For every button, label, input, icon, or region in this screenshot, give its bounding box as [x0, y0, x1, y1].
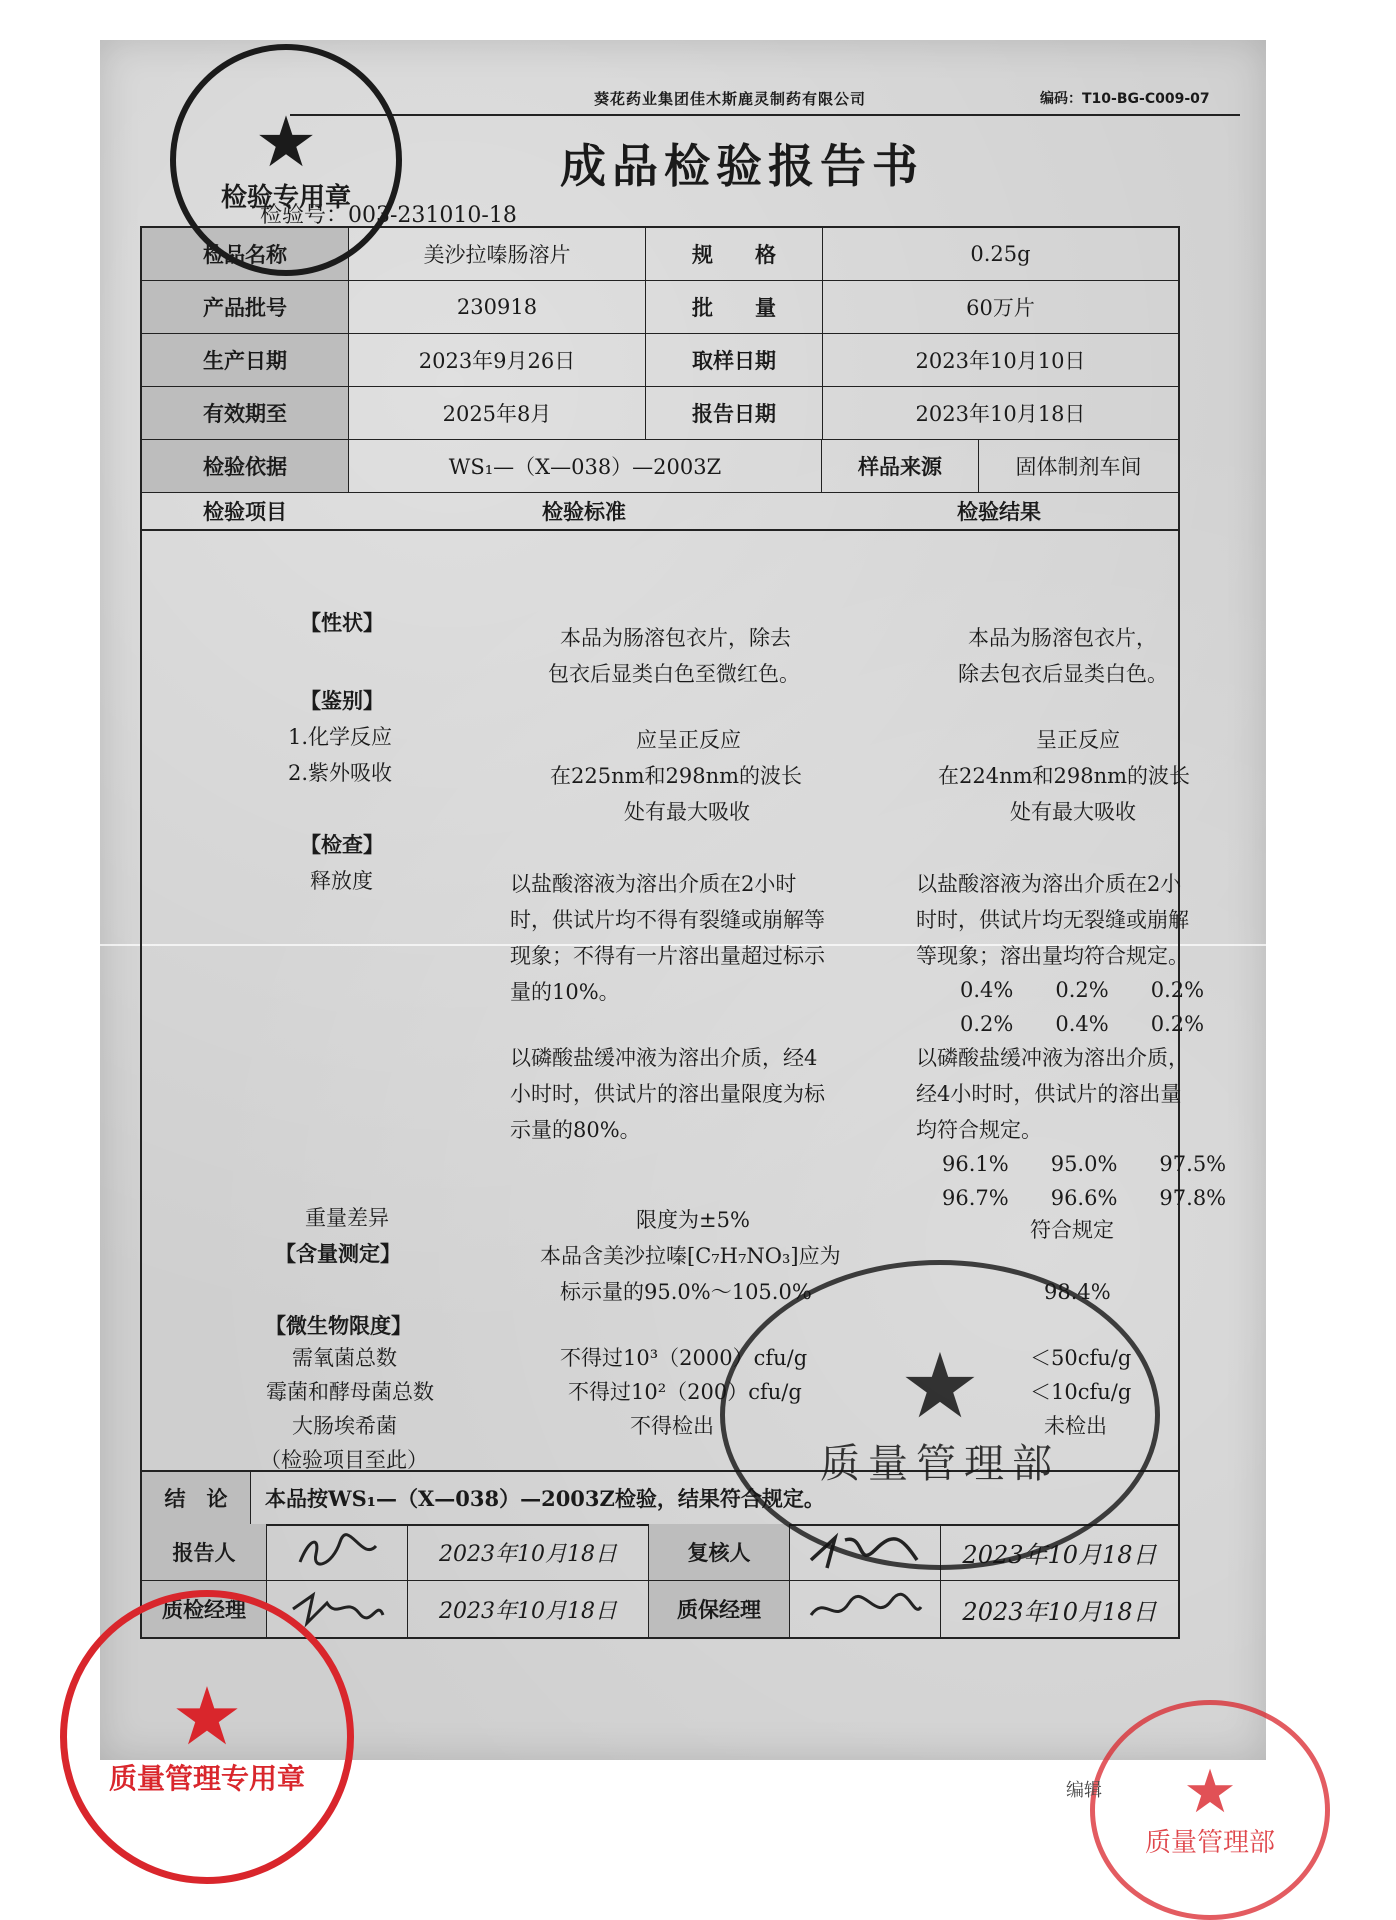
- assay-standard-2: 标示量的95.0%～105.0%: [560, 1280, 812, 1304]
- production-date-value: 2023年9月26日: [349, 334, 646, 386]
- microbial-heading: 【微生物限度】: [265, 1313, 412, 1338]
- conclusion-text: 本品按WS₁—（X—038）—2003Z检验，结果符合规定。: [265, 1486, 825, 1511]
- table-row: [142, 440, 1178, 493]
- appearance-standard-2: 包衣后显类白色至微红色。: [548, 662, 800, 686]
- check-heading: 【检查】: [300, 832, 384, 857]
- header-rule: [290, 114, 1240, 116]
- reporter-signature: [267, 1524, 408, 1580]
- batch-value: 230918: [349, 281, 646, 333]
- certificate-number: 检验号：003-231010-18: [260, 203, 517, 228]
- identification-result-1: 呈正反应: [1036, 728, 1120, 752]
- release-result-buffer-3: 均符合规定。: [916, 1118, 1042, 1142]
- report-date-label: 报告日期: [646, 387, 823, 439]
- weight-variation-label: 重量差异: [305, 1206, 389, 1230]
- release-result-acid-2: 时时，供试片均无裂缝或崩解: [916, 908, 1189, 932]
- table-row: [142, 387, 1178, 440]
- table-row: [142, 281, 1178, 334]
- inspection-stamp: [170, 44, 402, 276]
- reviewer-date: 2023年10月18日: [962, 1540, 1157, 1569]
- qa-manager-signature: [790, 1581, 941, 1637]
- quantity-value: 60万片: [966, 296, 1035, 320]
- document-code: 编码：T10-BG-C009-07: [1040, 91, 1210, 107]
- assay-standard-1: 本品含美沙拉嗪[C₇H₇NO₃]应为: [540, 1244, 841, 1268]
- identification-result-3: 处有最大吸收: [1010, 800, 1136, 824]
- release-result-buffer-values-2: 96.7% 96.6% 97.8%: [942, 1186, 1227, 1210]
- identification-standard-2: 在225nm和298nm的波长: [550, 764, 803, 788]
- quality-department-stamp-label: 质量管理部: [820, 1440, 1060, 1487]
- qa-manager-date: 2023年10月18日: [962, 1597, 1157, 1626]
- quality-dept-seal: [1090, 1700, 1330, 1920]
- microbial-standard-2: 不得过10²（200）cfu/g: [568, 1380, 802, 1404]
- microbial-mold: 霉菌和酵母菌总数: [266, 1380, 434, 1404]
- release-result-acid-values-2: 0.2% 0.4% 0.2%: [960, 1012, 1205, 1036]
- report-title: 成品检验报告书: [560, 139, 924, 193]
- company-name: 葵花药业集团佳木斯鹿灵制药有限公司: [593, 90, 866, 108]
- reporter-date: 2023年10月18日: [408, 1524, 649, 1580]
- microbial-standard-1: 不得过10³（2000）cfu/g: [560, 1346, 808, 1370]
- microbial-result-1: ＜50cfu/g: [1030, 1346, 1132, 1370]
- release-result-acid-3: 等现象；溶出量均符合规定。: [916, 944, 1189, 968]
- spec-label: 规 格: [646, 228, 823, 280]
- release-standard-acid-3: 现象；不得有一片溶出量超过标示: [510, 944, 825, 968]
- seal-star-icon: ★: [171, 1670, 243, 1763]
- appearance-result-1: 本品为肠溶包衣片，: [968, 626, 1157, 650]
- column-header-row: [142, 493, 1178, 529]
- quality-management-seal-label: 质量管理专用章: [108, 1762, 305, 1795]
- batch-label: 产品批号: [142, 281, 349, 333]
- items-end-note: （检验项目至此）: [260, 1448, 428, 1472]
- quality-management-seal: [60, 1590, 354, 1884]
- assay-heading: 【含量测定】: [275, 1241, 401, 1266]
- basis-label: 检验依据: [142, 440, 349, 492]
- reporter-label: 报告人: [142, 1524, 267, 1580]
- appearance-standard-1: 本品为肠溶包衣片，除去: [560, 626, 791, 650]
- quality-dept-seal-label: 质量管理部: [1144, 1827, 1275, 1858]
- column-standard: 检验标准: [542, 499, 626, 524]
- release-result-buffer-2: 经4小时时，供试片的溶出量: [916, 1082, 1182, 1106]
- qc-manager-date: 2023年10月18日: [408, 1581, 649, 1637]
- release-standard-acid-4: 量的10%。: [510, 980, 620, 1004]
- reviewer-label: 复核人: [649, 1524, 790, 1580]
- release-standard-acid-2: 时，供试片均不得有裂缝或崩解等: [510, 908, 825, 932]
- release-standard-buffer-2: 小时时，供试片的溶出量限度为标: [510, 1082, 825, 1106]
- weight-result: 符合规定: [1030, 1218, 1114, 1242]
- production-date-label: 生产日期: [142, 334, 349, 386]
- basis-value: WS₁—（X—038）—2003Z: [349, 440, 822, 492]
- expiry-value: 2025年8月: [349, 387, 646, 439]
- column-item: 检验项目: [203, 499, 287, 524]
- edit-label[interactable]: 编辑: [1066, 1780, 1102, 1801]
- release-result-acid-1: 以盐酸溶液为溶出介质在2小: [916, 872, 1182, 896]
- qa-manager-signature-mark: [805, 1589, 925, 1629]
- release-result-buffer-values-1: 96.1% 95.0% 97.5%: [942, 1152, 1227, 1176]
- microbial-result-2: ＜10cfu/g: [1030, 1380, 1132, 1404]
- source-label: 样品来源: [822, 440, 979, 492]
- qc-manager-signature-mark: [287, 1589, 387, 1629]
- identification-standard-3: 处有最大吸收: [624, 800, 750, 824]
- quality-department-stamp: [720, 1260, 1160, 1570]
- column-result: 检验结果: [957, 499, 1041, 524]
- release-standard-acid-1: 以盐酸溶液为溶出介质在2小时: [510, 872, 797, 896]
- appearance-heading: 【性状】: [300, 610, 384, 635]
- release-standard-buffer-1: 以磷酸盐缓冲液为溶出介质，经4: [510, 1046, 818, 1070]
- qc-manager-label: 质检经理: [142, 1581, 267, 1637]
- report-date-value: 2023年10月18日: [915, 402, 1086, 426]
- microbial-aerobic: 需氧菌总数: [292, 1346, 397, 1370]
- seal-star-icon: ★: [1183, 1756, 1237, 1827]
- release-result-buffer-1: 以磷酸盐缓冲液为溶出介质，: [916, 1046, 1189, 1070]
- microbial-ecoli: 大肠埃希菌: [292, 1414, 397, 1438]
- spec-value: 0.25g: [970, 242, 1031, 266]
- appearance-result-2: 除去包衣后显类白色。: [958, 662, 1168, 686]
- microbial-result-3: 未检出: [1044, 1414, 1107, 1438]
- identification-heading: 【鉴别】: [300, 688, 384, 713]
- stamp-star-icon: ★: [254, 100, 318, 183]
- microbial-standard-3: 不得检出: [630, 1414, 714, 1438]
- assay-result: 98.4%: [1044, 1280, 1111, 1304]
- identification-uv: 2.紫外吸收: [288, 761, 393, 785]
- sampling-date-value: 2023年10月10日: [915, 349, 1086, 373]
- release-standard-buffer-3: 示量的80%。: [510, 1118, 641, 1142]
- weight-standard: 限度为±5%: [636, 1208, 750, 1232]
- release-label: 释放度: [310, 869, 373, 893]
- release-result-acid-values-1: 0.4% 0.2% 0.2%: [960, 978, 1205, 1002]
- sampling-date-label: 取样日期: [646, 334, 823, 386]
- product-name-label: 检品名称: [142, 228, 349, 280]
- quantity-label: 批 量: [646, 281, 823, 333]
- identification-chemical: 1.化学反应: [288, 725, 393, 749]
- reporter-signature-mark: [292, 1532, 382, 1572]
- stamp-star-icon: ★: [899, 1333, 981, 1439]
- conclusion-label: 结 论: [142, 1472, 251, 1524]
- expiry-label: 有效期至: [142, 387, 349, 439]
- identification-result-2: 在224nm和298nm的波长: [938, 764, 1191, 788]
- product-name-value: 美沙拉嗪肠溶片: [349, 228, 646, 280]
- source-value: 固体制剂车间: [1015, 455, 1142, 479]
- qa-manager-label: 质保经理: [649, 1581, 790, 1637]
- table-row: [142, 334, 1178, 387]
- identification-standard-1: 应呈正反应: [636, 728, 741, 752]
- inspection-stamp-label: 检验专用章: [220, 182, 351, 213]
